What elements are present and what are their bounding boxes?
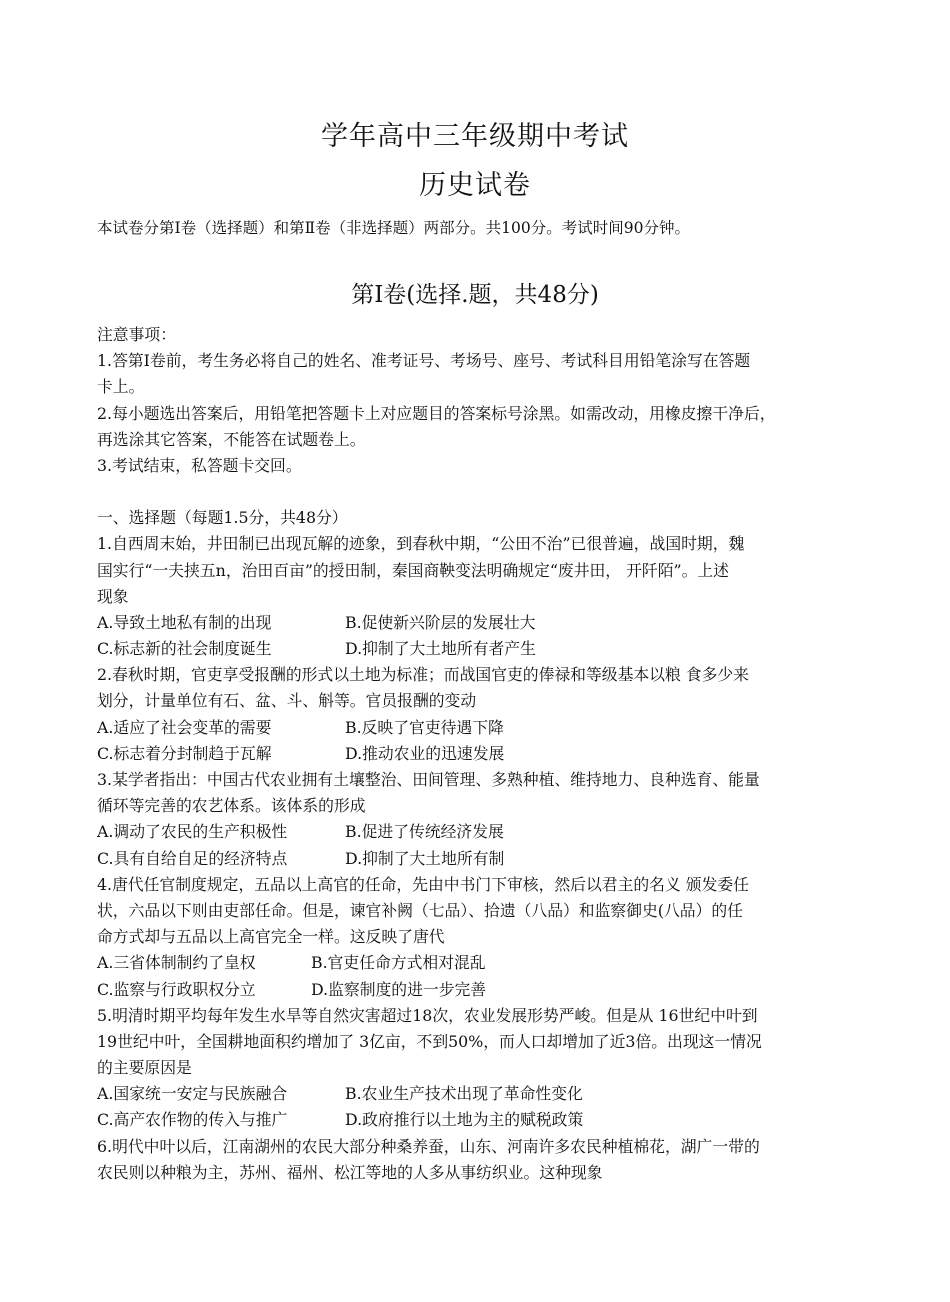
question-stem-line: 划分，计量单位有石、盆、斗、斛等。官员报酬的变动 [97, 691, 477, 711]
answer-option: A.适应了社会变革的需要 [97, 717, 272, 737]
exam-body [97, 322, 867, 1186]
notice-line: 再选涂其它答案，不能答在试题卷上。 [97, 429, 366, 449]
answer-option: B.官吏任命方式相对混乱 [311, 953, 486, 973]
option-row [97, 1081, 867, 1107]
question-stem-line: 循环等完善的农艺体系。该体系的形成 [97, 796, 366, 816]
option-row [97, 1107, 867, 1133]
section-heading: 一、选择题（每题1.5分，共48分） [97, 508, 348, 528]
question-stem-line: 2.春秋时期，官吏享受报酬的形式以土地为标准；而战国官吏的俸禄和等级基本以粮 食多少来 [97, 665, 749, 685]
option-row [97, 715, 867, 741]
answer-option: D.政府推行以土地为主的赋税政策 [345, 1110, 584, 1130]
answer-option: C.标志着分封制趋于瓦解 [97, 743, 272, 763]
question-item [97, 872, 867, 1003]
question-item [97, 662, 867, 767]
notice-line: 1.答第Ⅰ卷前，考生务必将自己的姓名、准考证号、考场号、座号、考试科目用铅笔涂写在答题 [97, 351, 751, 371]
question-stem-line: 现象 [97, 586, 129, 606]
answer-option: B.促进了传统经济发展 [345, 822, 504, 842]
question-list [97, 531, 867, 1186]
question-item [97, 767, 867, 872]
notice-line: 3.考试结束，私答题卡交回。 [97, 455, 302, 475]
answer-option: C.高产农作物的传入与推广 [97, 1110, 288, 1130]
answer-option: B.反映了官吏待遇下降 [345, 717, 504, 737]
answer-option: A.国家统一安定与民族融合 [97, 1084, 288, 1104]
option-row [97, 977, 867, 1003]
answer-option: D.抑制了大土地所有制 [345, 848, 505, 868]
answer-option: D.监察制度的进一步完善 [311, 979, 487, 999]
question-stem-line: 国实行“一夫挟五n，治田百亩”的授田制，秦国商鞅变法明确规定“废井田， 开阡陌”。上述 [97, 560, 729, 580]
part1-title: 第Ⅰ卷(选择.题，共48分) [351, 282, 599, 308]
answer-option: D.推动农业的迅速发展 [345, 743, 505, 763]
question-stem-line: 19世纪中叶，全国耕地面积约增加了 3亿亩，不到50%，而人口却增加了近3倍。出现这一情况 [97, 1031, 762, 1051]
option-row [97, 950, 867, 976]
option-row [97, 610, 867, 636]
question-item [97, 531, 867, 662]
answer-option: D.抑制了大土地所有者产生 [345, 639, 536, 659]
answer-option: C.具有自给自足的经济特点 [97, 848, 288, 868]
question-item [97, 1003, 867, 1134]
notice-list [97, 348, 867, 479]
option-row [97, 741, 867, 767]
question-stem-line: 3.某学者指出：中国古代农业拥有土壤整治、田间管理、多熟种植、维持地力、良种选育、能量 [97, 770, 760, 789]
question-stem-line: 1.自西周末始，井田制已出现瓦解的迹象，到春秋中期，“公田不治”已很普遍，战国时期，魏 [97, 534, 745, 554]
notice-line: 卡上。 [97, 377, 145, 397]
question-stem-line: 6.明代中叶以后，江南湖州的农民大部分种桑养蚕，山东、河南许多农民种植棉花，湖广一带的 [97, 1136, 760, 1156]
option-row [97, 846, 867, 872]
question-stem-line: 4.唐代任官制度规定，五品以上高官的任命，先由中书门下审核，然后以君主的名义 颁发委任 [97, 874, 749, 894]
option-row [97, 636, 867, 662]
question-stem-line: 命方式却与五品以上高官完全一样。这反映了唐代 [97, 927, 445, 947]
notice-title: 注意事项： [97, 325, 176, 344]
spacer [97, 479, 867, 505]
question-stem-line: 状，六品以下则由吏部任命。但是，谏官补阙（七品）、拾遗（八品）和监察御史(八品）的任 [97, 900, 743, 920]
answer-option: B.促使新兴阶层的发展壮大 [345, 612, 536, 632]
question-stem-line: 农民则以种粮为主，苏州、福州、松江等地的人多从事纺织业。这种现象 [97, 1162, 603, 1182]
answer-option: A.调动了农民的生产积极性 [97, 822, 288, 842]
exam-title: 学年高中三年级期中考试 [321, 121, 629, 152]
answer-option: C.标志新的社会制度诞生 [97, 639, 272, 659]
exam-intro: 本试卷分第Ⅰ卷（选择题）和第Ⅱ卷（非选择题）两部分。共100分。考试时间90分钟。 [97, 219, 690, 237]
exam-subtitle: 历史试卷 [419, 170, 531, 201]
question-stem-line: 5.明清时期平均每年发生水旱等自然灾害超过18次，农业发展形势严峻。但是从 16世纪中叶到 [97, 1005, 758, 1025]
notice-line: 2.每小题选出答案后，用铅笔把答题卡上对应题目的答案标号涂黑。如需改动，用橡皮擦干净后， [97, 403, 776, 423]
answer-option: A.三省体制制约了皇权 [97, 953, 256, 973]
option-row [97, 819, 867, 845]
answer-option: C.监察与行政职权分立 [97, 979, 256, 999]
answer-option: A.导致土地私有制的出现 [97, 612, 272, 632]
answer-option: B.农业生产技术出现了革命性变化 [345, 1084, 583, 1104]
question-stem-line: 的主要原因是 [97, 1058, 192, 1078]
question-item [97, 1134, 867, 1186]
